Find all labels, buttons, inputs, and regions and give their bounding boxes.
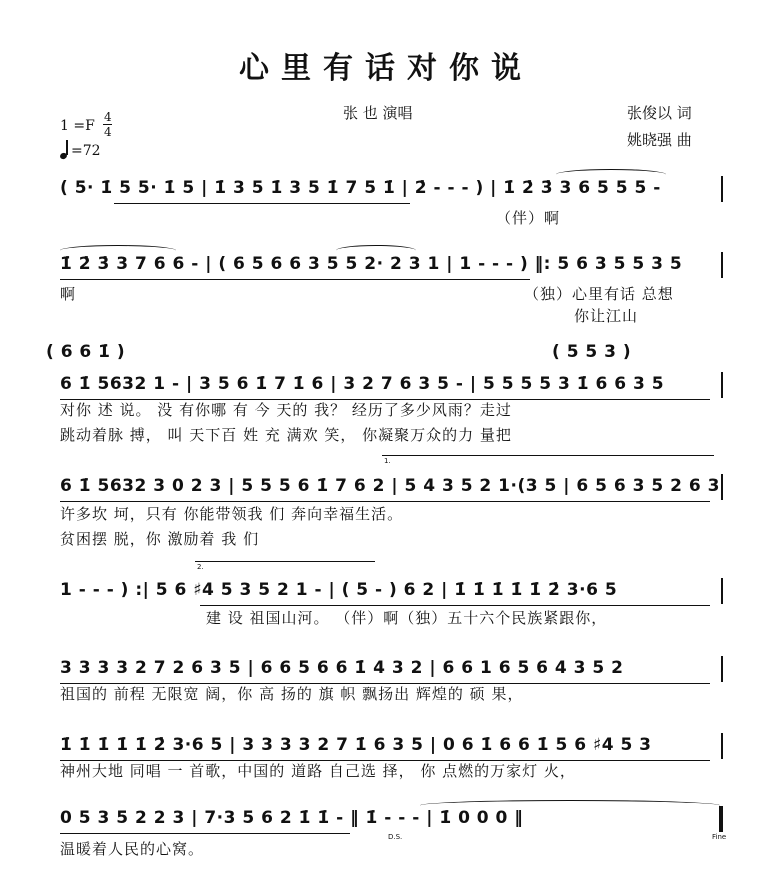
lyricist-credit: 张俊以 词 [627,104,692,122]
final-barline [719,806,723,832]
barline [721,578,723,604]
barline [721,252,723,278]
lyric-line-6: 祖国的 前程 无限宽 阔，你 高 扬的 旗 帜 飘扬出 辉煌的 硕 果， [60,685,524,703]
lyric-line-3a: 对你 述 说。 没 有你哪 有 今 天的 我？ 经历了多少风雨？走过 [60,401,512,419]
lyric-line-7: 神州大地 同唱 一 首歌，中国的 道路 自己选 择， 你 点燃的万家灯 火， [60,762,576,780]
underline-beam [60,833,350,834]
lyric-line-8: 温暖着人民的心窝。 [60,840,205,858]
barline [721,733,723,759]
lyric-line-1: （伴）啊 [496,209,561,227]
underline-beam [60,399,710,400]
volta-bracket-2 [195,561,375,562]
tempo-marking: =72 [71,143,101,159]
notation-line-1: ( 5· 1̇ 5 5· 1̇ 5 | 1̇ 3 5 1̇ 3 5 1̇ 7 5 1̇ | 2̇ - - - ) | 1̇ 2̇ 3̇ 3 6 5 5 5 - [60,178,661,198]
ossia-line-3a: ( 6 6 1̇ ) [46,342,126,362]
slur [556,169,666,180]
notation-line-8: 0 5 3 5 2 2 3 | 7·3 5 6 2 1̇ 1̇ - ‖ 1̇ - - - | 1̇ 0 0 0 ‖ [60,808,524,828]
underline-beam [200,605,710,606]
time-signature-bottom: 4 [104,125,112,139]
slur [336,245,416,256]
notation-line-3: 6 1̇ 5632 1 - | 3 5 6 1̇ 7 1̇ 6 | 3 2 7 6 3 5 - | 5 5 5 5 3 1̇ 6 6 3 5 [60,374,665,394]
barline [721,176,723,202]
underline-beam [60,683,710,684]
lyric-line-3b: 跳动着脉 搏， 叫 天下百 姓 充 满欢 笑， 你凝聚万众的力 量把 [60,426,512,444]
ossia-line-3b: ( 5 5 3 ) [552,342,632,362]
underline-beam [60,760,710,761]
da-segno-label: D.S. [388,833,403,841]
barline [721,372,723,398]
lyric-line-2b: （独）心里有话 总想 [524,285,674,303]
underline-beam [114,203,410,204]
lyric-line-4a: 许多坎 坷，只有 你能带领我 们 奔向幸福生活。 [60,505,404,523]
key-signature: 1 =F [60,118,95,134]
lyric-line-2a: 啊 [60,285,77,303]
barline [721,656,723,682]
underline-beam [60,279,530,280]
notation-line-5: 1 - - - ) :| 5 6 ♯4 5 3 5 2 1 - | ( 5 - ) 6 2 | 1̇ 1̇ 1̇ 1̇ 1̇ 2̇ 3·6 5 [60,580,618,600]
volta-label-1: 1. [384,457,391,465]
underline-beam [60,501,710,502]
composer-credit: 姚晓强 曲 [627,131,692,149]
notation-line-4: 6 1̇ 5632 3 0 2 3 | 5 5 5 6 1̇ 7 6 2 | 5 4 3 5 2 1·(3 5 | 6 5 6 3 5 2 6 3 [60,476,720,496]
notation-line-2: 1̇ 2̇ 3̇ 3 7 6 6 - | ( 6 5 6 6 3 5 5 2· 2 3 1 | 1 - - - ) ‖: 5 6 3 5 5 3 5 [60,254,683,274]
quarter-note-stem [66,140,68,155]
lyric-line-2c: 你让江山 [574,307,639,325]
slur [60,245,176,256]
fine-label: Fine [712,833,727,841]
time-signature-top: 4 [104,110,112,124]
lyric-line-4b: 贫困摆 脱，你 激励着 我 们 [60,530,260,548]
barline [721,474,723,500]
volta-bracket-1 [382,455,714,456]
singer-credit: 张 也 演唱 [343,104,413,122]
song-title: 心里有话对你说 [239,51,533,86]
notation-line-6: 3 3 3 3 2 7 2 6 3 5 | 6 6 5 6 6 1̇ 4 3 2 | 6 6 1 6 5 6 4 3 5 2 [60,658,624,678]
volta-label-2: 2. [197,563,204,571]
lyric-line-5: 建 设 祖国山河。 （伴）啊（独）五十六个民族紧跟你， [206,609,608,627]
notation-line-7: 1̇ 1̇ 1̇ 1̇ 1̇ 2̇ 3·6 5 | 3 3 3 3 2 7 1̇ 6 3 5 | 0 6 1̇ 6 6 1̇ 5 6 ♯4 5 3 [60,735,652,755]
